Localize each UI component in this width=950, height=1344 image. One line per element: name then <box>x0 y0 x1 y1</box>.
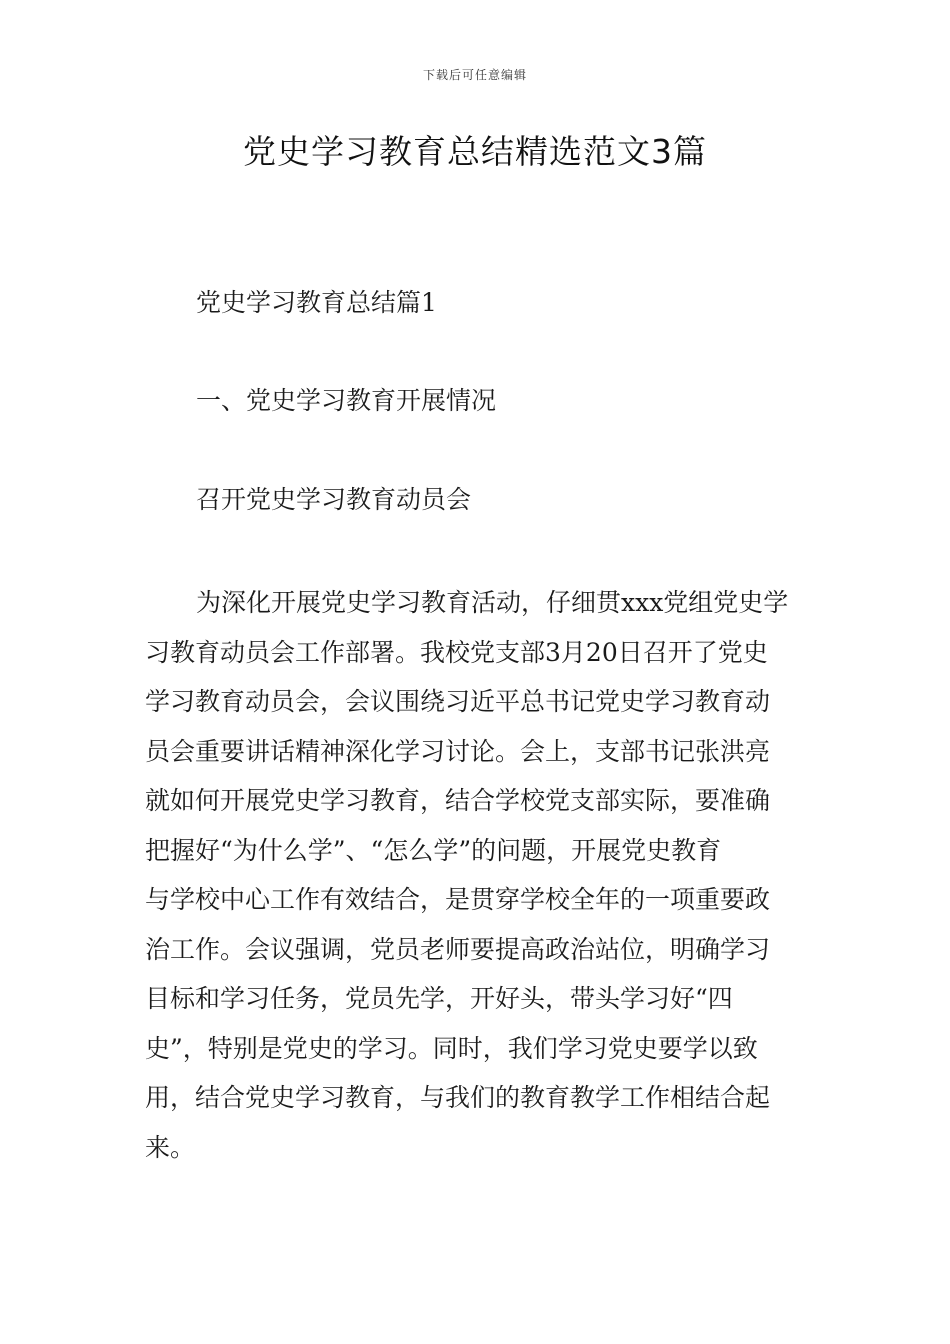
paragraph-line: 为深化开展党史学习教育活动，仔细贯xxx党组党史学 <box>196 588 789 617</box>
paragraph-line: 把握好“为什么学”、“怎么学”的问题，开展党史教育 <box>145 835 722 865</box>
paragraph-line: 习教育动员会工作部署。我校党支部3月20日召开了党史 <box>145 637 768 667</box>
body-paragraph <box>145 578 810 1172</box>
paragraph-line: 治工作。会议强调，党员老师要提高政治站位，明确学习 <box>145 934 771 964</box>
paragraph-line: 学习教育动员会，会议围绕习近平总书记党史学习教育动 <box>145 687 771 716</box>
header-note: 下载后可任意编辑 <box>422 68 527 82</box>
section-heading: 一、党史学习教育开展情况 <box>196 386 497 415</box>
part-heading: 党史学习教育总结篇1 <box>196 288 437 317</box>
paragraph-line: 员会重要讲话精神深化学习讨论。会上，支部书记张洪亮 <box>145 736 771 766</box>
paragraph-line: 史”，特别是党史的学习。同时，我们学习党史要学以致 <box>145 1033 758 1063</box>
paragraph-line: 与学校中心工作有效结合，是贯穿学校全年的一项重要政 <box>145 885 771 914</box>
document-title: 党史学习教育总结精选范文3篇 <box>243 132 707 171</box>
paragraph-line: 目标和学习任务，党员先学，开好头，带头学习好“四 <box>145 984 733 1013</box>
subsection-heading: 召开党史学习教育动员会 <box>196 485 472 514</box>
paragraph-line: 用，结合党史学习教育，与我们的教育教学工作相结合起 <box>145 1083 771 1112</box>
paragraph-line: 就如何开展党史学习教育，结合学校党支部实际，要准确 <box>145 786 771 815</box>
paragraph-line: 来。 <box>145 1132 196 1162</box>
